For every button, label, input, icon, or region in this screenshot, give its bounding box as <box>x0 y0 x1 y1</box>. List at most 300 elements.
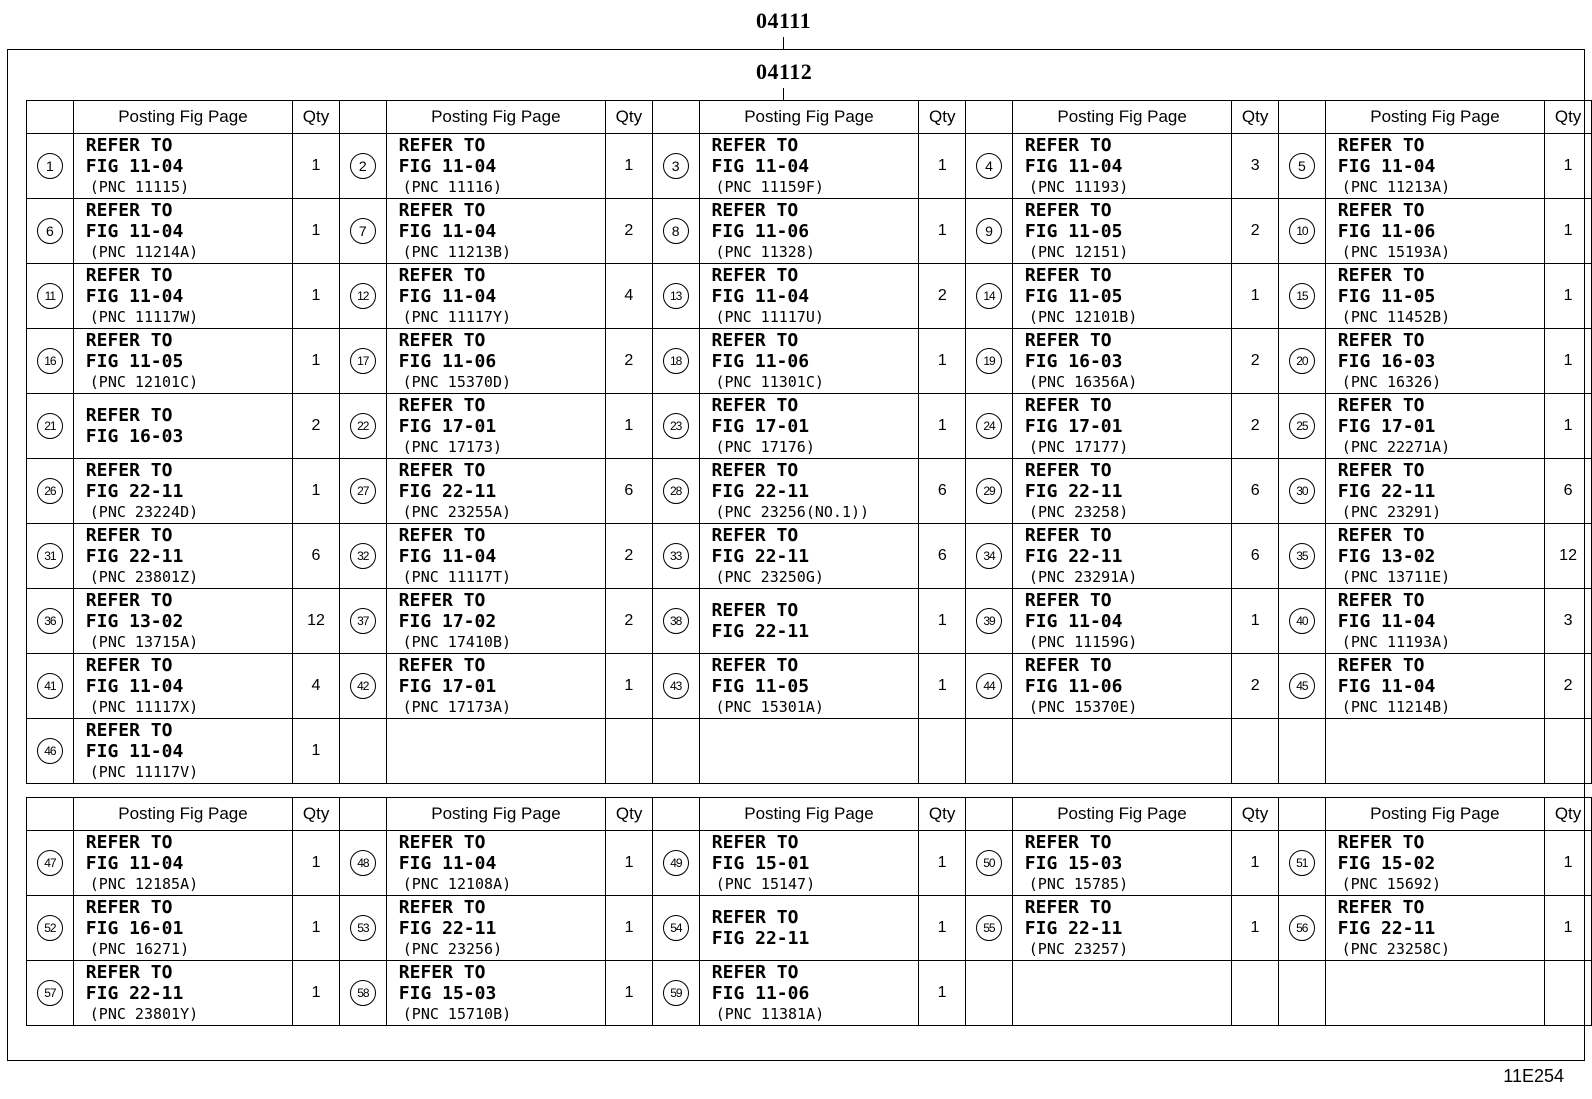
refer-to-label: REFER TO <box>711 907 799 928</box>
qty-cell: 2 <box>605 589 652 654</box>
posting-cell <box>699 524 919 589</box>
item-number-badge[interactable]: 27 <box>350 478 376 504</box>
fig-reference[interactable]: FIG 11-06 <box>711 220 810 242</box>
qty-cell: 1 <box>293 264 340 329</box>
posting-cell <box>699 459 919 524</box>
posting-cell <box>1325 524 1544 589</box>
sub-assembly-code: 04112 <box>756 59 813 84</box>
fig-reference[interactable]: FIG 13-02 <box>85 610 184 632</box>
item-number-badge[interactable]: 38 <box>663 608 689 634</box>
pnc-reference: (PNC 23801Z) <box>89 567 199 586</box>
pnc-reference: (PNC 11452B) <box>1341 307 1451 326</box>
item-number-badge[interactable]: 56 <box>1289 915 1315 941</box>
fig-reference[interactable]: FIG 11-04 <box>711 285 810 307</box>
qty-cell: 1 <box>293 459 340 524</box>
item-number-badge[interactable]: 12 <box>350 283 376 309</box>
qty-cell: 4 <box>605 264 652 329</box>
refer-to-label: REFER TO <box>711 134 799 156</box>
qty-cell <box>1232 719 1279 784</box>
refer-to-label: REFER TO <box>398 589 486 611</box>
item-number-badge[interactable]: 7 <box>350 218 376 244</box>
item-number-badge[interactable]: 26 <box>37 478 63 504</box>
pnc-reference: (PNC 17173A) <box>402 697 512 716</box>
item-number-badge[interactable]: 30 <box>1289 478 1315 504</box>
item-number-badge[interactable]: 51 <box>1289 850 1315 876</box>
refer-to-label: REFER TO <box>1024 654 1112 676</box>
pnc-reference: (PNC 12101C) <box>89 372 199 391</box>
header-posting-cell: Posting Fig Page <box>1325 101 1544 134</box>
qty-cell <box>1232 961 1279 1026</box>
item-number-badge[interactable]: 57 <box>37 980 63 1006</box>
fig-reference[interactable]: FIG 15-03 <box>1024 852 1123 874</box>
qty-cell: 1 <box>919 654 966 719</box>
refer-to-label: REFER TO <box>398 264 486 286</box>
qty-cell: 1 <box>919 329 966 394</box>
item-number-badge[interactable]: 58 <box>350 980 376 1006</box>
fig-reference[interactable]: FIG 11-04 <box>1024 155 1123 177</box>
item-number-badge[interactable]: 39 <box>976 608 1002 634</box>
item-number-badge[interactable]: 33 <box>663 543 689 569</box>
item-number-badge[interactable]: 47 <box>37 850 63 876</box>
item-number-badge[interactable]: 25 <box>1289 413 1315 439</box>
posting-cell <box>1325 199 1544 264</box>
fig-reference[interactable]: FIG 11-04 <box>398 852 497 874</box>
item-number-badge[interactable]: 31 <box>37 543 63 569</box>
pnc-reference: (PNC 23291A) <box>1028 567 1138 586</box>
top-leader-line <box>783 37 784 49</box>
fig-reference[interactable]: FIG 11-04 <box>1337 675 1436 697</box>
item-number-badge[interactable]: 40 <box>1289 608 1315 634</box>
pnc-reference: (PNC 11301C) <box>715 372 824 391</box>
fig-reference[interactable]: FIG 15-02 <box>1337 852 1436 874</box>
item-number-cell <box>27 961 74 1026</box>
item-number-cell <box>1279 459 1326 524</box>
fig-reference[interactable]: FIG 22-11 <box>711 545 810 567</box>
fig-reference[interactable]: FIG 22-11 <box>398 917 497 939</box>
fig-reference[interactable]: FIG 22-11 <box>1024 545 1123 567</box>
item-number-badge[interactable]: 55 <box>976 915 1002 941</box>
refer-to-label: REFER TO <box>398 961 486 983</box>
item-number-badge[interactable]: 46 <box>37 738 63 764</box>
item-number-cell <box>27 264 74 329</box>
posting-cell <box>73 134 292 199</box>
qty-cell: 1 <box>606 896 653 961</box>
fig-reference[interactable]: FIG 11-04 <box>85 675 184 697</box>
qty-cell: 1 <box>1232 896 1279 961</box>
item-number-cell <box>1279 719 1326 784</box>
fig-reference[interactable]: FIG 11-06 <box>1024 675 1123 697</box>
posting-cell <box>1325 589 1544 654</box>
pnc-reference: (PNC 23256) <box>402 939 503 958</box>
qty-cell: 1 <box>919 831 966 896</box>
refer-to-label: REFER TO <box>1024 896 1112 918</box>
pnc-reference: (PNC 15785) <box>1028 874 1129 893</box>
posting-cell <box>73 589 292 654</box>
posting-cell <box>699 329 919 394</box>
pnc-reference: (PNC 11117U) <box>715 307 824 326</box>
item-number-badge[interactable]: 52 <box>37 915 63 941</box>
fig-reference[interactable]: FIG 17-01 <box>1337 415 1436 437</box>
fig-reference[interactable]: FIG 11-04 <box>398 155 497 177</box>
item-number-badge[interactable]: 16 <box>37 348 63 374</box>
item-number-badge[interactable]: 15 <box>1289 283 1315 309</box>
fig-reference[interactable]: FIG 16-01 <box>85 917 184 939</box>
item-number-cell <box>966 961 1013 1026</box>
qty-cell: 1 <box>293 199 340 264</box>
refer-to-label: REFER TO <box>1337 589 1425 611</box>
item-number-cell <box>652 719 699 784</box>
header-blank-cell <box>966 798 1013 831</box>
refer-to-label: REFER TO <box>1024 831 1112 853</box>
refer-to-label: REFER TO <box>85 831 173 853</box>
pnc-reference: (PNC 17177) <box>1028 437 1129 456</box>
item-number-badge[interactable]: 49 <box>663 850 689 876</box>
refer-to-label: REFER TO <box>398 394 486 416</box>
item-number-badge[interactable]: 50 <box>976 850 1002 876</box>
posting-cell <box>73 394 292 459</box>
table-row <box>27 264 1592 329</box>
item-number-cell <box>339 329 386 394</box>
item-number-badge[interactable]: 17 <box>350 348 376 374</box>
pnc-reference: (PNC 11159G) <box>1028 632 1138 651</box>
pnc-reference: (PNC 11213A) <box>1341 177 1451 196</box>
refer-to-label: REFER TO <box>1337 134 1425 156</box>
posting-cell <box>386 394 605 459</box>
refer-to-label: REFER TO <box>398 199 486 221</box>
item-number-badge[interactable]: 5 <box>1289 153 1315 179</box>
header-posting-cell: Posting Fig Page <box>1012 101 1231 134</box>
item-number-badge[interactable]: 9 <box>976 218 1002 244</box>
fig-reference[interactable]: FIG 22-11 <box>1024 917 1123 939</box>
pnc-reference: (PNC 23255A) <box>402 502 512 521</box>
posting-cell <box>699 394 919 459</box>
fig-reference[interactable]: FIG 11-04 <box>398 220 497 242</box>
posting-cell <box>1325 831 1544 896</box>
qty-cell: 2 <box>1545 654 1592 719</box>
qty-cell <box>1545 719 1592 784</box>
fig-reference[interactable]: FIG 22-11 <box>711 928 810 949</box>
item-number-cell <box>966 459 1013 524</box>
item-number-badge[interactable]: 18 <box>663 348 689 374</box>
pnc-reference: (PNC 11381A) <box>715 1004 825 1023</box>
item-number-cell <box>652 589 699 654</box>
fig-reference[interactable]: FIG 11-06 <box>1337 220 1436 242</box>
header-blank-cell <box>1279 101 1326 134</box>
fig-reference[interactable]: FIG 22-11 <box>398 480 497 502</box>
pnc-reference: (PNC 17176) <box>715 437 815 456</box>
pnc-reference: (PNC 23291) <box>1341 502 1442 521</box>
fig-reference[interactable]: FIG 22-11 <box>1024 480 1123 502</box>
posting-cell <box>1012 831 1231 896</box>
table-row <box>27 394 1592 459</box>
pnc-reference: (PNC 16271) <box>89 939 190 958</box>
refer-to-label: REFER TO <box>711 654 799 676</box>
header-blank-cell <box>966 101 1013 134</box>
header-qty-cell: Qty <box>919 798 966 831</box>
fig-reference[interactable]: FIG 22-11 <box>1337 480 1436 502</box>
header-qty-cell: Qty <box>1232 798 1279 831</box>
item-number-cell <box>339 459 386 524</box>
qty-cell: 2 <box>1232 199 1279 264</box>
fig-reference[interactable]: FIG 11-04 <box>85 852 184 874</box>
fig-reference[interactable]: FIG 15-01 <box>711 852 810 874</box>
fig-reference[interactable]: FIG 16-03 <box>85 426 184 447</box>
header-row <box>27 798 1592 831</box>
posting-cell <box>73 329 292 394</box>
qty-cell: 4 <box>293 654 340 719</box>
item-number-badge[interactable]: 44 <box>976 673 1002 699</box>
refer-to-label: REFER TO <box>85 589 173 611</box>
item-number-badge[interactable]: 3 <box>663 153 689 179</box>
item-number-cell <box>652 264 699 329</box>
item-number-badge[interactable]: 36 <box>37 608 63 634</box>
item-number-badge[interactable]: 28 <box>663 478 689 504</box>
item-number-badge[interactable]: 43 <box>663 673 689 699</box>
item-number-badge[interactable]: 23 <box>663 413 689 439</box>
posting-cell <box>699 589 919 654</box>
posting-cell <box>1325 719 1544 784</box>
fig-reference[interactable]: FIG 11-05 <box>1024 285 1123 307</box>
fig-reference[interactable]: FIG 11-05 <box>1024 220 1123 242</box>
fig-reference[interactable]: FIG 11-04 <box>85 740 184 762</box>
item-number-badge[interactable]: 4 <box>976 153 1002 179</box>
item-number-cell <box>27 524 74 589</box>
pnc-reference: (PNC 13715A) <box>89 632 199 651</box>
item-number-cell <box>966 896 1013 961</box>
posting-cell <box>386 896 605 961</box>
posting-cell <box>1012 329 1231 394</box>
pnc-reference: (PNC 11213B) <box>402 242 512 261</box>
fig-reference[interactable]: FIG 22-11 <box>1337 917 1436 939</box>
item-number-cell <box>339 264 386 329</box>
item-number-cell <box>339 654 386 719</box>
fig-reference[interactable]: FIG 11-04 <box>398 545 497 567</box>
item-number-badge[interactable]: 20 <box>1289 348 1315 374</box>
qty-cell: 6 <box>1545 459 1592 524</box>
header-blank-cell <box>339 101 386 134</box>
fig-reference[interactable]: FIG 17-02 <box>398 610 497 632</box>
fig-reference[interactable]: FIG 17-01 <box>1024 415 1123 437</box>
fig-reference[interactable]: FIG 22-11 <box>85 982 184 1004</box>
posting-cell <box>1325 134 1544 199</box>
header-row <box>27 101 1592 134</box>
pnc-reference: (PNC 11115) <box>89 177 190 196</box>
fig-reference[interactable]: FIG 11-04 <box>711 155 810 177</box>
item-number-badge[interactable]: 29 <box>976 478 1002 504</box>
header-blank-cell <box>27 101 74 134</box>
fig-reference[interactable]: FIG 11-06 <box>711 350 810 372</box>
table-row <box>27 134 1592 199</box>
item-number-cell <box>27 199 74 264</box>
table-row <box>27 831 1592 896</box>
qty-cell: 2 <box>293 394 340 459</box>
refer-to-label: REFER TO <box>711 264 799 286</box>
pnc-reference: (PNC 11214B) <box>1341 697 1451 716</box>
fig-reference[interactable]: FIG 11-06 <box>398 350 497 372</box>
pnc-reference: (PNC 11159F) <box>715 177 824 196</box>
pnc-reference: (PNC 23250G) <box>715 567 824 586</box>
fig-reference[interactable]: FIG 17-01 <box>398 675 497 697</box>
qty-cell: 1 <box>919 961 966 1026</box>
item-number-cell <box>652 329 699 394</box>
pnc-reference: (PNC 15692) <box>1341 874 1441 893</box>
item-number-badge[interactable]: 24 <box>976 413 1002 439</box>
fig-reference[interactable]: FIG 11-04 <box>1337 610 1436 632</box>
pnc-reference: (PNC 11117V) <box>89 762 199 781</box>
refer-to-label: REFER TO <box>398 896 486 918</box>
table-row <box>27 524 1592 589</box>
item-number-badge[interactable]: 59 <box>663 980 689 1006</box>
header-posting-cell: Posting Fig Page <box>699 101 919 134</box>
header-qty-cell: Qty <box>606 798 653 831</box>
pnc-reference: (PNC 23224D) <box>89 502 199 521</box>
item-number-badge[interactable]: 11 <box>37 283 63 309</box>
fig-reference[interactable]: FIG 22-11 <box>711 480 810 502</box>
qty-cell: 1 <box>1545 831 1592 896</box>
item-number-badge[interactable]: 8 <box>663 218 689 244</box>
refer-to-label: REFER TO <box>1337 329 1425 351</box>
fig-reference[interactable]: FIG 11-04 <box>85 220 184 242</box>
refer-to-label: REFER TO <box>1337 654 1425 676</box>
qty-cell: 1 <box>1545 264 1592 329</box>
item-number-badge[interactable]: 35 <box>1289 543 1315 569</box>
item-number-badge[interactable]: 53 <box>350 915 376 941</box>
item-number-badge[interactable]: 1 <box>37 153 63 179</box>
refer-to-label: REFER TO <box>398 329 486 351</box>
item-number-badge[interactable]: 32 <box>350 543 376 569</box>
qty-cell: 1 <box>605 394 652 459</box>
posting-cell <box>1012 394 1231 459</box>
qty-cell: 12 <box>293 589 340 654</box>
item-number-cell <box>340 896 387 961</box>
item-number-cell <box>339 199 386 264</box>
header-blank-cell <box>653 798 700 831</box>
refer-to-label: REFER TO <box>711 524 799 546</box>
pnc-reference: (PNC 11117Y) <box>402 307 512 326</box>
item-number-badge[interactable]: 13 <box>663 283 689 309</box>
item-number-badge[interactable]: 45 <box>1289 673 1315 699</box>
refer-to-label: REFER TO <box>711 600 799 621</box>
fig-reference[interactable]: FIG 11-04 <box>1337 155 1436 177</box>
fig-reference[interactable]: FIG 22-11 <box>85 480 184 502</box>
fig-reference[interactable]: FIG 16-03 <box>1024 350 1123 372</box>
fig-reference[interactable]: FIG 11-04 <box>398 285 497 307</box>
item-number-badge[interactable]: 19 <box>976 348 1002 374</box>
item-number-badge[interactable]: 34 <box>976 543 1002 569</box>
fig-reference[interactable]: FIG 11-04 <box>85 155 184 177</box>
pnc-reference: (PNC 15370D) <box>402 372 512 391</box>
posting-cell <box>1012 961 1231 1026</box>
fig-reference[interactable]: FIG 16-03 <box>1337 350 1436 372</box>
item-number-cell <box>966 654 1013 719</box>
item-number-badge[interactable]: 14 <box>976 283 1002 309</box>
posting-cell <box>1012 719 1231 784</box>
fig-reference[interactable]: FIG 22-11 <box>711 621 810 642</box>
refer-to-label: REFER TO <box>1024 134 1112 156</box>
qty-cell: 2 <box>1232 329 1279 394</box>
item-number-badge[interactable]: 48 <box>350 850 376 876</box>
fig-reference[interactable]: FIG 11-05 <box>1337 285 1436 307</box>
fig-reference[interactable]: FIG 22-11 <box>85 545 184 567</box>
refer-to-label: REFER TO <box>711 199 799 221</box>
item-number-badge[interactable]: 22 <box>350 413 376 439</box>
item-number-badge[interactable]: 41 <box>37 673 63 699</box>
fig-reference[interactable]: FIG 15-03 <box>398 982 497 1004</box>
pnc-reference: (PNC 23258C) <box>1341 939 1451 958</box>
pnc-reference: (PNC 16356A) <box>1028 372 1138 391</box>
pnc-reference: (PNC 12101B) <box>1028 307 1138 326</box>
item-number-cell <box>966 199 1013 264</box>
pnc-reference: (PNC 23257) <box>1028 939 1129 958</box>
refer-to-label: REFER TO <box>85 896 173 918</box>
posting-cell <box>386 654 605 719</box>
item-number-cell <box>27 394 74 459</box>
header-blank-cell <box>652 101 699 134</box>
item-number-badge[interactable]: 42 <box>350 673 376 699</box>
fig-reference[interactable]: FIG 11-06 <box>711 982 810 1004</box>
table-row <box>27 719 1592 784</box>
item-number-cell <box>27 896 74 961</box>
item-number-cell <box>1279 264 1326 329</box>
posting-cell <box>1325 654 1544 719</box>
header-posting-cell: Posting Fig Page <box>73 101 292 134</box>
posting-cell <box>1012 896 1231 961</box>
qty-cell: 1 <box>606 961 653 1026</box>
item-number-cell <box>652 394 699 459</box>
posting-cell <box>386 134 605 199</box>
qty-cell: 1 <box>293 134 340 199</box>
item-number-badge[interactable]: 21 <box>37 413 63 439</box>
table-row <box>27 961 1592 1026</box>
qty-cell: 6 <box>919 524 966 589</box>
posting-cell <box>73 719 292 784</box>
refer-to-label: REFER TO <box>1337 199 1425 221</box>
fig-reference[interactable]: FIG 11-04 <box>1024 610 1123 632</box>
item-number-cell <box>1279 134 1326 199</box>
refer-to-label: REFER TO <box>1337 896 1425 918</box>
pnc-reference: (PNC 17410B) <box>402 632 512 651</box>
item-number-badge[interactable]: 37 <box>350 608 376 634</box>
qty-cell: 1 <box>605 134 652 199</box>
item-number-badge[interactable]: 10 <box>1289 218 1315 244</box>
pnc-reference: (PNC 11193A) <box>1341 632 1451 651</box>
posting-cell <box>73 459 292 524</box>
refer-to-label: REFER TO <box>398 831 486 853</box>
refer-to-label: REFER TO <box>85 329 173 351</box>
item-number-cell <box>27 654 74 719</box>
item-number-badge[interactable]: 6 <box>37 218 63 244</box>
refer-to-label: REFER TO <box>398 459 486 481</box>
item-number-cell <box>653 961 700 1026</box>
qty-cell: 1 <box>919 394 966 459</box>
fig-reference[interactable]: FIG 11-04 <box>85 285 184 307</box>
fig-reference[interactable]: FIG 13-02 <box>1337 545 1436 567</box>
fig-reference[interactable]: FIG 17-01 <box>398 415 497 437</box>
qty-cell: 1 <box>293 961 340 1026</box>
item-number-badge[interactable]: 2 <box>350 153 376 179</box>
fig-reference[interactable]: FIG 11-05 <box>711 675 810 697</box>
qty-cell: 1 <box>1545 394 1592 459</box>
fig-reference[interactable]: FIG 17-01 <box>711 415 810 437</box>
pnc-reference: (PNC 15193A) <box>1341 242 1451 261</box>
item-number-cell <box>1279 199 1326 264</box>
qty-cell: 3 <box>1232 134 1279 199</box>
item-number-badge[interactable]: 54 <box>663 915 689 941</box>
header-posting-cell: Posting Fig Page <box>386 798 605 831</box>
figure-id: 11E254 <box>1503 1066 1564 1086</box>
fig-reference[interactable]: FIG 11-05 <box>85 350 184 372</box>
pnc-reference: (PNC 16326) <box>1341 372 1442 391</box>
